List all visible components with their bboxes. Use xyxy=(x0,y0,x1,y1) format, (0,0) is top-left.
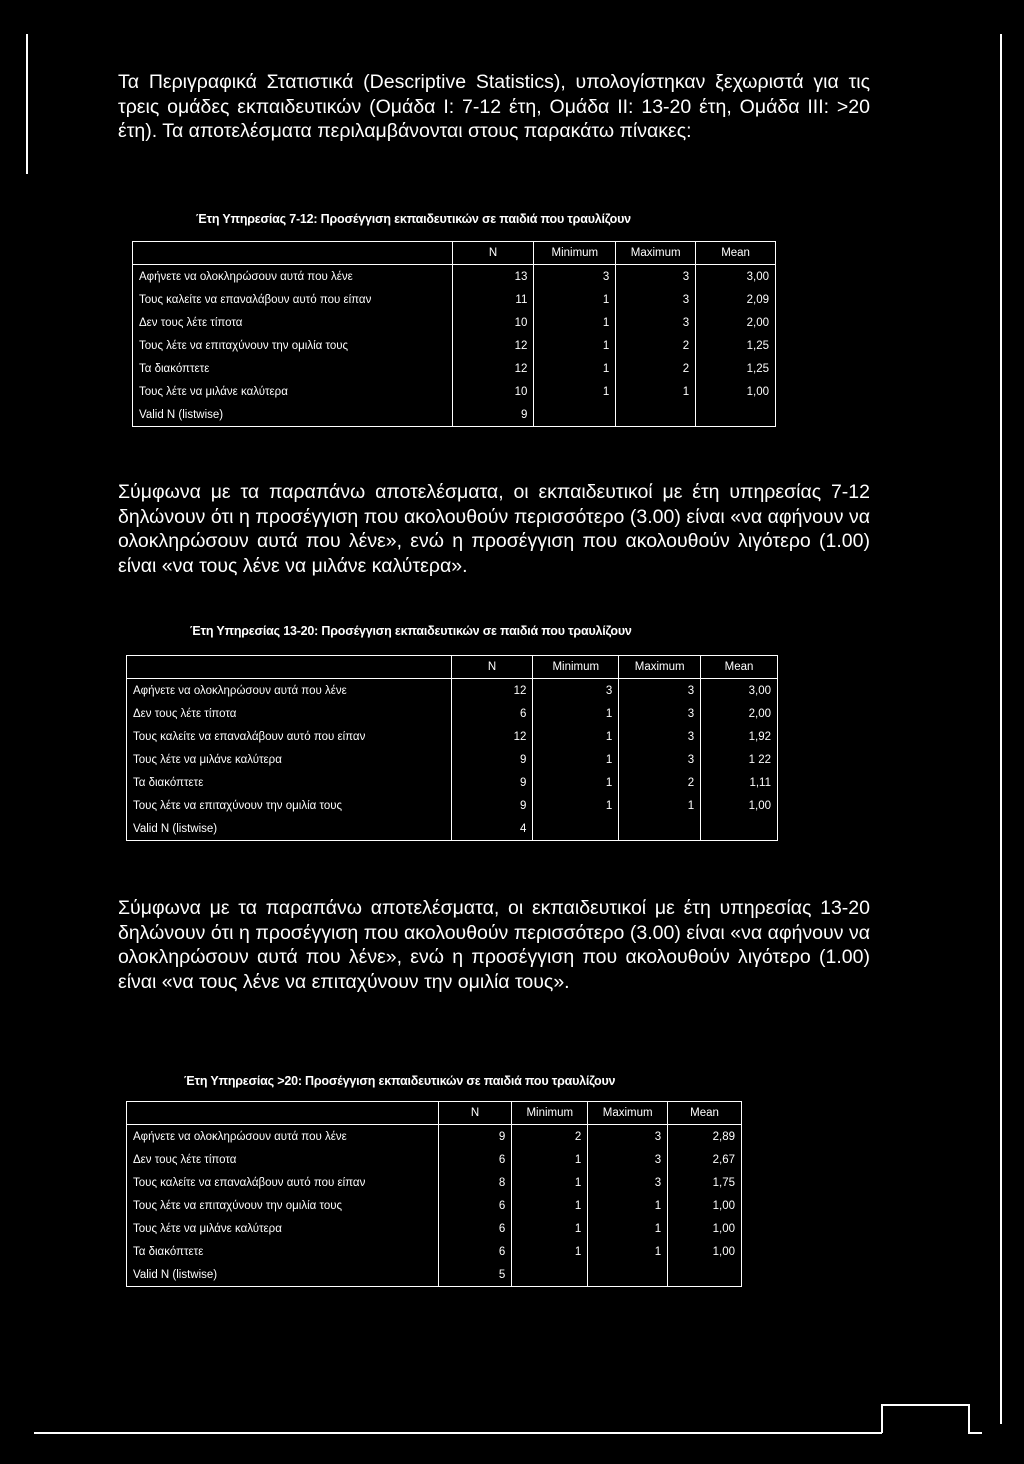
cell-max: 3 xyxy=(588,1125,668,1149)
row-label: Τα διακόπτετε xyxy=(133,357,453,380)
cell-mean: 2,67 xyxy=(668,1148,742,1171)
table-header-row xyxy=(133,242,776,265)
table2-descriptive-stats xyxy=(126,655,778,841)
cell-min: 1 xyxy=(533,702,619,725)
row-label: Valid N (listwise) xyxy=(133,403,453,427)
cell-max: 3 xyxy=(619,702,701,725)
cell-max: 3 xyxy=(588,1148,668,1171)
cell-max: 3 xyxy=(616,288,696,311)
table-row-valid-n xyxy=(127,1263,742,1287)
table-row xyxy=(127,748,778,771)
header-blank xyxy=(127,656,452,679)
cell-max: 2 xyxy=(616,334,696,357)
row-label: Τους λέτε να μιλάνε καλύτερα xyxy=(127,748,452,771)
table-row xyxy=(133,334,776,357)
cell-n: 5 xyxy=(438,1263,512,1287)
cell-min: 1 xyxy=(533,794,619,817)
cell-mean: 1,92 xyxy=(701,725,778,748)
header-maximum: Maximum xyxy=(588,1102,668,1125)
cell-mean: 1,25 xyxy=(696,357,776,380)
cell-min xyxy=(534,403,616,427)
header-mean: Mean xyxy=(701,656,778,679)
row-label: Τους λέτε να μιλάνε καλύτερα xyxy=(133,380,453,403)
cell-mean: 1,25 xyxy=(696,334,776,357)
cell-mean: 2,89 xyxy=(668,1125,742,1149)
table-row xyxy=(127,702,778,725)
table-row xyxy=(133,380,776,403)
cell-min: 1 xyxy=(512,1148,588,1171)
cell-mean: 2,00 xyxy=(696,311,776,334)
row-label: Τους λέτε να επιταχύνουν την ομιλία τους xyxy=(127,794,452,817)
header-minimum: Minimum xyxy=(533,656,619,679)
cell-max: 1 xyxy=(588,1240,668,1263)
cell-mean: 1,00 xyxy=(668,1240,742,1263)
cell-mean xyxy=(668,1263,742,1287)
cell-n: 6 xyxy=(438,1194,512,1217)
header-blank xyxy=(127,1102,439,1125)
table-row xyxy=(127,1194,742,1217)
footer-rule-left xyxy=(34,1432,882,1434)
cell-n: 10 xyxy=(452,380,534,403)
cell-n: 4 xyxy=(451,817,533,841)
header-maximum: Maximum xyxy=(616,242,696,265)
table-row xyxy=(127,679,778,703)
cell-mean: 2,00 xyxy=(701,702,778,725)
cell-max: 3 xyxy=(619,679,701,703)
header-mean: Mean xyxy=(696,242,776,265)
cell-mean: 3,00 xyxy=(696,265,776,289)
row-label: Τα διακόπτετε xyxy=(127,1240,439,1263)
cell-max: 1 xyxy=(588,1194,668,1217)
row-label: Τους καλείτε να επαναλάβουν αυτό που είπαν xyxy=(127,1171,439,1194)
cell-max: 3 xyxy=(619,748,701,771)
header-blank xyxy=(133,242,453,265)
cell-mean: 1,00 xyxy=(701,794,778,817)
summary-paragraph-1: Σύμφωνα με τα παραπάνω αποτελέσματα, οι εκπαιδευτικοί με έτη υπηρεσίας 7-12 δηλώνουν ότι η προσέγγιση που ακολουθούν περισσότερο (3.00) είναι «να αφήνουν να ολοκληρώσουν αυτά που λένε», ενώ η προσέγγιση που ακολουθούν λιγότερο (1.00) είναι «να τους λένε να μιλάνε καλύτερα». xyxy=(118,481,870,577)
cell-max: 3 xyxy=(616,265,696,289)
table-row xyxy=(133,357,776,380)
cell-mean xyxy=(701,817,778,841)
cell-max xyxy=(588,1263,668,1287)
header-n: N xyxy=(438,1102,512,1125)
row-label: Τους καλείτε να επαναλάβουν αυτό που είπαν xyxy=(127,725,452,748)
cell-n: 11 xyxy=(452,288,534,311)
cell-min: 1 xyxy=(512,1171,588,1194)
cell-max: 1 xyxy=(616,380,696,403)
cell-max xyxy=(616,403,696,427)
cell-max: 3 xyxy=(616,311,696,334)
table-row xyxy=(127,1217,742,1240)
footer-rule-raised xyxy=(881,1404,969,1406)
cell-min: 2 xyxy=(512,1125,588,1149)
margin-line-right xyxy=(1000,34,1002,1424)
cell-min: 3 xyxy=(534,265,616,289)
cell-min: 1 xyxy=(534,288,616,311)
table-row xyxy=(127,794,778,817)
cell-min xyxy=(533,817,619,841)
cell-mean: 2,09 xyxy=(696,288,776,311)
header-mean: Mean xyxy=(668,1102,742,1125)
cell-n: 12 xyxy=(452,334,534,357)
table-row xyxy=(127,1125,742,1149)
cell-n: 12 xyxy=(452,357,534,380)
footer-rule-tick-left xyxy=(881,1404,883,1433)
cell-min: 1 xyxy=(512,1240,588,1263)
cell-min: 1 xyxy=(512,1194,588,1217)
margin-line-left-top xyxy=(26,34,28,174)
cell-max: 1 xyxy=(619,794,701,817)
cell-n: 9 xyxy=(451,748,533,771)
table-header-row xyxy=(127,656,778,679)
cell-min: 3 xyxy=(533,679,619,703)
row-label: Τους λέτε να επιταχύνουν την ομιλία τους xyxy=(127,1194,439,1217)
cell-min xyxy=(512,1263,588,1287)
table-row xyxy=(133,311,776,334)
table-row xyxy=(127,1171,742,1194)
table-row xyxy=(133,265,776,289)
cell-max: 2 xyxy=(616,357,696,380)
cell-min: 1 xyxy=(534,334,616,357)
cell-n: 9 xyxy=(438,1125,512,1149)
row-label: Valid N (listwise) xyxy=(127,1263,439,1287)
header-n: N xyxy=(451,656,533,679)
cell-max: 1 xyxy=(588,1217,668,1240)
cell-max: 3 xyxy=(619,725,701,748)
row-label: Τους καλείτε να επαναλάβουν αυτό που είπαν xyxy=(133,288,453,311)
cell-n: 9 xyxy=(451,771,533,794)
row-label: Τους λέτε να επιταχύνουν την ομιλία τους xyxy=(133,334,453,357)
footer-rule-tick-right xyxy=(968,1404,970,1433)
cell-max: 2 xyxy=(619,771,701,794)
row-label: Valid N (listwise) xyxy=(127,817,452,841)
row-label: Αφήνετε να ολοκληρώσουν αυτά που λένε xyxy=(127,679,452,703)
cell-n: 13 xyxy=(452,265,534,289)
row-label: Δεν τους λέτε τίποτα xyxy=(127,702,452,725)
table-header-row xyxy=(127,1102,742,1125)
cell-n: 6 xyxy=(451,702,533,725)
table-row xyxy=(127,725,778,748)
cell-min: 1 xyxy=(534,357,616,380)
row-label: Τους λέτε να μιλάνε καλύτερα xyxy=(127,1217,439,1240)
cell-mean xyxy=(696,403,776,427)
table-row-valid-n xyxy=(133,403,776,427)
cell-mean: 1 22 xyxy=(701,748,778,771)
cell-min: 1 xyxy=(533,725,619,748)
table-row xyxy=(127,1240,742,1263)
cell-mean: 3,00 xyxy=(701,679,778,703)
footer-rule-right xyxy=(968,1432,982,1434)
table2-caption: Έτη Υπηρεσίας 13-20: Προσέγγιση εκπαιδευτικών σε παιδιά που τραυλίζουν xyxy=(190,624,632,638)
cell-n: 12 xyxy=(451,725,533,748)
row-label: Αφήνετε να ολοκληρώσουν αυτά που λένε xyxy=(127,1125,439,1149)
cell-mean: 1,00 xyxy=(668,1194,742,1217)
cell-min: 1 xyxy=(512,1217,588,1240)
table-row xyxy=(127,1148,742,1171)
row-label: Αφήνετε να ολοκληρώσουν αυτά που λένε xyxy=(133,265,453,289)
cell-max: 3 xyxy=(588,1171,668,1194)
cell-n: 9 xyxy=(452,403,534,427)
cell-n: 10 xyxy=(452,311,534,334)
table-row xyxy=(127,771,778,794)
cell-mean: 1,00 xyxy=(696,380,776,403)
row-label: Δεν τους λέτε τίποτα xyxy=(133,311,453,334)
cell-n: 8 xyxy=(438,1171,512,1194)
table1-caption: Έτη Υπηρεσίας 7-12: Προσέγγιση εκπαιδευτικών σε παιδιά που τραυλίζουν xyxy=(196,212,631,226)
header-minimum: Minimum xyxy=(534,242,616,265)
summary-paragraph-2: Σύμφωνα με τα παραπάνω αποτελέσματα, οι εκπαιδευτικοί με έτη υπηρεσίας 13-20 δηλώνουν ότι η προσέγγιση που ακολουθούν περισσότερο (3.00) είναι «να αφήνουν να ολοκληρώσουν αυτά που λένε», ενώ η προσέγγιση που ακολουθούν λιγότερο (1.00) είναι «να τους λένε να επιταχύνουν την ομιλία τους». xyxy=(118,897,870,993)
table3-descriptive-stats xyxy=(126,1101,742,1287)
cell-n: 6 xyxy=(438,1148,512,1171)
cell-mean: 1,00 xyxy=(668,1217,742,1240)
header-maximum: Maximum xyxy=(619,656,701,679)
row-label: Τα διακόπτετε xyxy=(127,771,452,794)
cell-min: 1 xyxy=(533,748,619,771)
row-label: Δεν τους λέτε τίποτα xyxy=(127,1148,439,1171)
cell-n: 12 xyxy=(451,679,533,703)
cell-min: 1 xyxy=(533,771,619,794)
cell-mean: 1,11 xyxy=(701,771,778,794)
table-row-valid-n xyxy=(127,817,778,841)
cell-n: 6 xyxy=(438,1217,512,1240)
cell-min: 1 xyxy=(534,380,616,403)
cell-mean: 1,75 xyxy=(668,1171,742,1194)
cell-n: 9 xyxy=(451,794,533,817)
cell-max xyxy=(619,817,701,841)
cell-min: 1 xyxy=(534,311,616,334)
header-n: N xyxy=(452,242,534,265)
intro-paragraph: Τα Περιγραφικά Στατιστικά (Descriptive Statistics), υπολογίστηκαν ξεχωριστά για τις τρεις ομάδες εκπαιδευτικών (Ομάδα Ι: 7-12 έτη, Ομάδα ΙΙ: 13-20 έτη, Ομάδα ΙΙΙ: >20 έτη). Τα αποτελέσματα περιλαμβάνονται στους παρακάτω πίνακες: xyxy=(118,71,870,142)
table-row xyxy=(133,288,776,311)
table3-caption: Έτη Υπηρεσίας >20: Προσέγγιση εκπαιδευτικών σε παιδιά που τραυλίζουν xyxy=(184,1074,616,1088)
table1-descriptive-stats xyxy=(132,241,776,427)
cell-n: 6 xyxy=(438,1240,512,1263)
header-minimum: Minimum xyxy=(512,1102,588,1125)
